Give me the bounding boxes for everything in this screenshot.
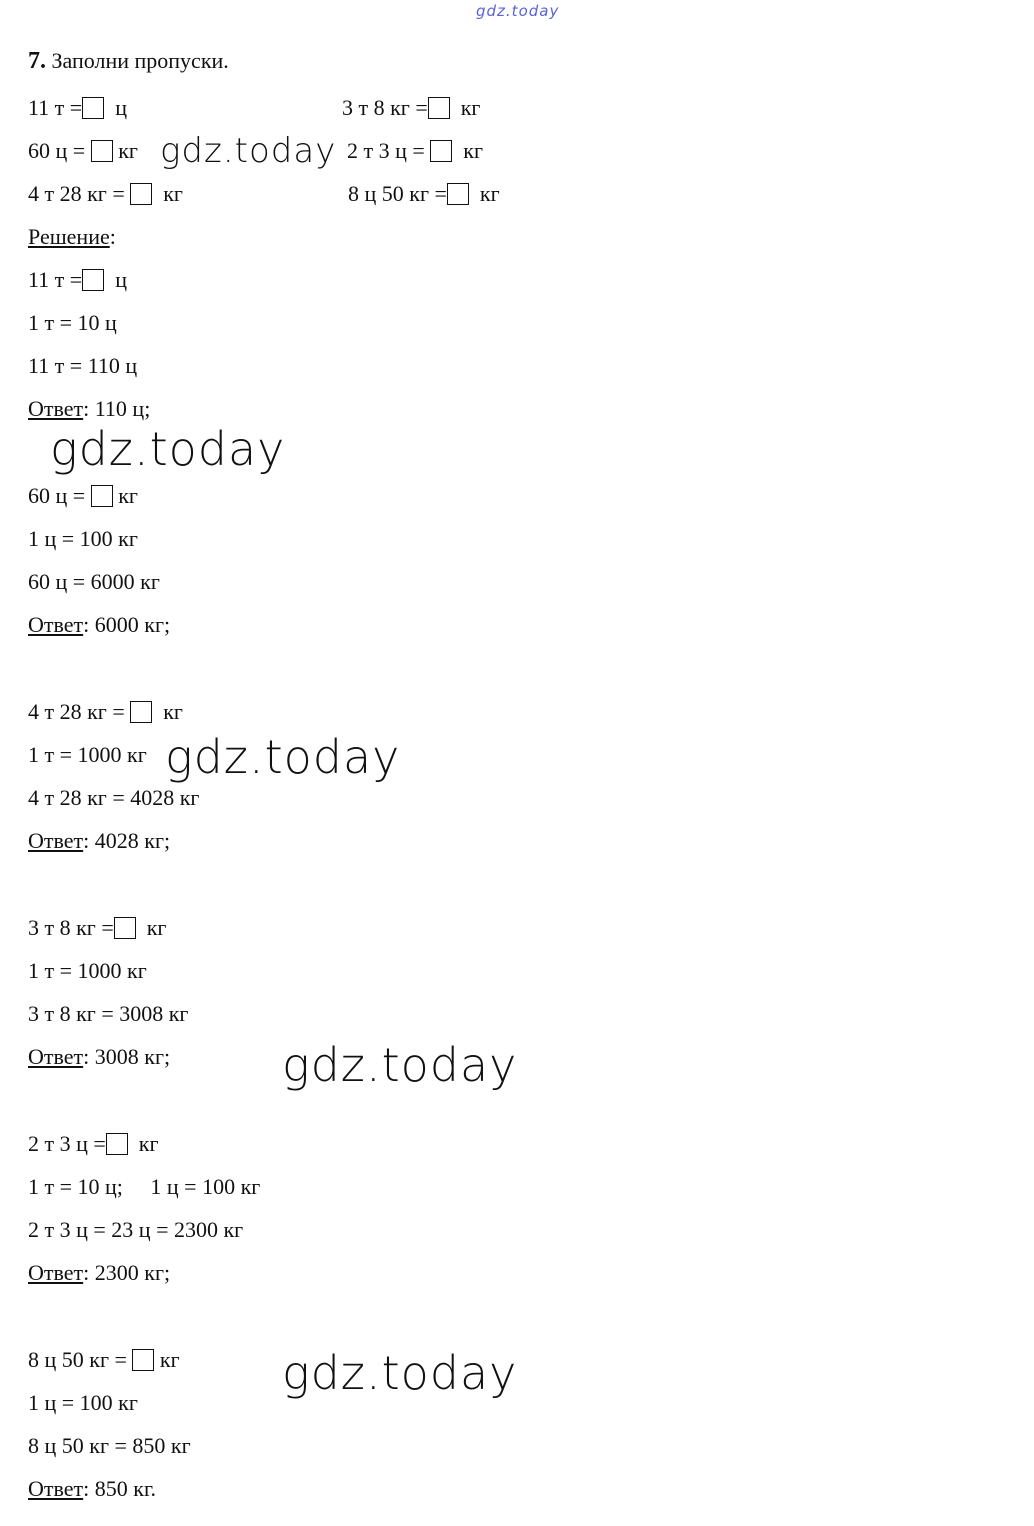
solution-label: Решение bbox=[28, 224, 110, 249]
prompt-text: 11 т = bbox=[28, 95, 83, 120]
solution-heading: Решение: bbox=[28, 224, 116, 249]
question-unit: кг bbox=[163, 699, 183, 724]
prompt-left-3 bbox=[28, 181, 183, 207]
block-2-calc: 60 ц = 6000 кг bbox=[28, 569, 160, 594]
block-3-rule: 1 т = 1000 кг bbox=[28, 742, 147, 767]
prompt-left-2 bbox=[28, 138, 138, 164]
prompt-unit: кг bbox=[463, 138, 484, 163]
block-1-question bbox=[28, 267, 127, 293]
answer-box bbox=[447, 183, 469, 205]
question-text: 4 т 28 кг = bbox=[28, 699, 125, 724]
answer-box bbox=[82, 97, 104, 119]
watermark: gdz.today bbox=[160, 131, 337, 171]
prompt-text: 8 ц 50 кг = bbox=[348, 181, 447, 206]
question-text: 3 т 8 кг = bbox=[28, 915, 114, 940]
question-unit: кг bbox=[118, 483, 138, 508]
answer-label: Ответ bbox=[28, 612, 84, 637]
answer-label: Ответ bbox=[28, 1044, 84, 1069]
block-4-answer bbox=[28, 1044, 170, 1070]
prompt-unit: кг bbox=[118, 138, 138, 163]
question-unit: кг bbox=[138, 1131, 159, 1156]
prompt-right-1 bbox=[342, 95, 480, 121]
block-6-answer bbox=[28, 1476, 156, 1502]
question-text: 2 т 3 ц = bbox=[28, 1131, 106, 1156]
prompt-text: 3 т 8 кг = bbox=[342, 95, 428, 120]
block-6-calc: 8 ц 50 кг = 850 кг bbox=[28, 1433, 191, 1458]
answer-box bbox=[82, 269, 104, 291]
watermark: gdz.today bbox=[282, 1038, 518, 1092]
watermark: gdz.today bbox=[282, 1346, 518, 1400]
question-unit: кг bbox=[146, 915, 167, 940]
answer-label: Ответ bbox=[28, 396, 84, 421]
watermark: gdz.today bbox=[50, 422, 286, 476]
answer-box bbox=[114, 917, 136, 939]
answer-box bbox=[130, 701, 152, 723]
task-title: Заполни пропуски. bbox=[51, 48, 229, 73]
prompt-unit: кг bbox=[460, 95, 481, 120]
block-2-rule: 1 ц = 100 кг bbox=[28, 526, 138, 551]
block-5-calc: 2 т 3 ц = 23 ц = 2300 кг bbox=[28, 1217, 244, 1242]
question-text: 8 ц 50 кг = bbox=[28, 1347, 127, 1372]
answer-label: Ответ bbox=[28, 1260, 84, 1285]
task-header bbox=[28, 48, 229, 74]
top-watermark: gdz.today bbox=[476, 2, 560, 20]
block-1-calc: 11 т = 110 ц bbox=[28, 353, 138, 378]
prompt-text: 2 т 3 ц = bbox=[347, 138, 425, 163]
block-2-question bbox=[28, 483, 138, 509]
watermark: gdz.today bbox=[165, 730, 401, 784]
answer-box bbox=[130, 183, 152, 205]
answer-label: Ответ bbox=[28, 1476, 84, 1501]
prompt-right-3 bbox=[348, 181, 500, 207]
answer-value: : 3008 кг; bbox=[83, 1044, 171, 1069]
block-4-rule: 1 т = 1000 кг bbox=[28, 958, 147, 983]
prompt-right-2 bbox=[347, 138, 483, 164]
answer-value: : 6000 кг; bbox=[83, 612, 171, 637]
answer-box bbox=[91, 485, 113, 507]
prompt-text: 60 ц = bbox=[28, 138, 86, 163]
answer-value: : 850 кг. bbox=[83, 1476, 156, 1501]
prompt-unit: ц bbox=[115, 95, 127, 120]
answer-box bbox=[428, 97, 450, 119]
block-3-calc: 4 т 28 кг = 4028 кг bbox=[28, 785, 200, 810]
prompt-unit: кг bbox=[479, 181, 500, 206]
block-4-question bbox=[28, 915, 166, 941]
block-5-question bbox=[28, 1131, 159, 1157]
block-3-question bbox=[28, 699, 183, 725]
answer-box bbox=[430, 140, 452, 162]
block-4-calc: 3 т 8 кг = 3008 кг bbox=[28, 1001, 189, 1026]
answer-value: : 4028 кг; bbox=[83, 828, 171, 853]
block-1-answer bbox=[28, 396, 150, 422]
block-5-rule: 1 т = 10 ц; 1 ц = 100 кг bbox=[28, 1174, 261, 1199]
block-6-question bbox=[28, 1347, 180, 1373]
question-unit: ц bbox=[115, 267, 127, 292]
answer-box bbox=[91, 140, 113, 162]
block-1-rule: 1 т = 10 ц bbox=[28, 310, 117, 335]
task-number: 7. bbox=[28, 48, 46, 74]
answer-box bbox=[106, 1133, 128, 1155]
block-5-answer bbox=[28, 1260, 170, 1286]
prompt-text: 4 т 28 кг = bbox=[28, 181, 125, 206]
block-6-rule: 1 ц = 100 кг bbox=[28, 1390, 138, 1415]
answer-label: Ответ bbox=[28, 828, 84, 853]
question-text: 60 ц = bbox=[28, 483, 86, 508]
prompt-left-1 bbox=[28, 95, 127, 121]
question-text: 11 т = bbox=[28, 267, 83, 292]
answer-value: : 2300 кг; bbox=[83, 1260, 171, 1285]
answer-value: : 110 ц; bbox=[83, 396, 151, 421]
question-unit: кг bbox=[159, 1347, 180, 1372]
block-3-answer bbox=[28, 828, 170, 854]
block-2-answer bbox=[28, 612, 170, 638]
answer-box bbox=[132, 1349, 154, 1371]
prompt-unit: кг bbox=[163, 181, 183, 206]
